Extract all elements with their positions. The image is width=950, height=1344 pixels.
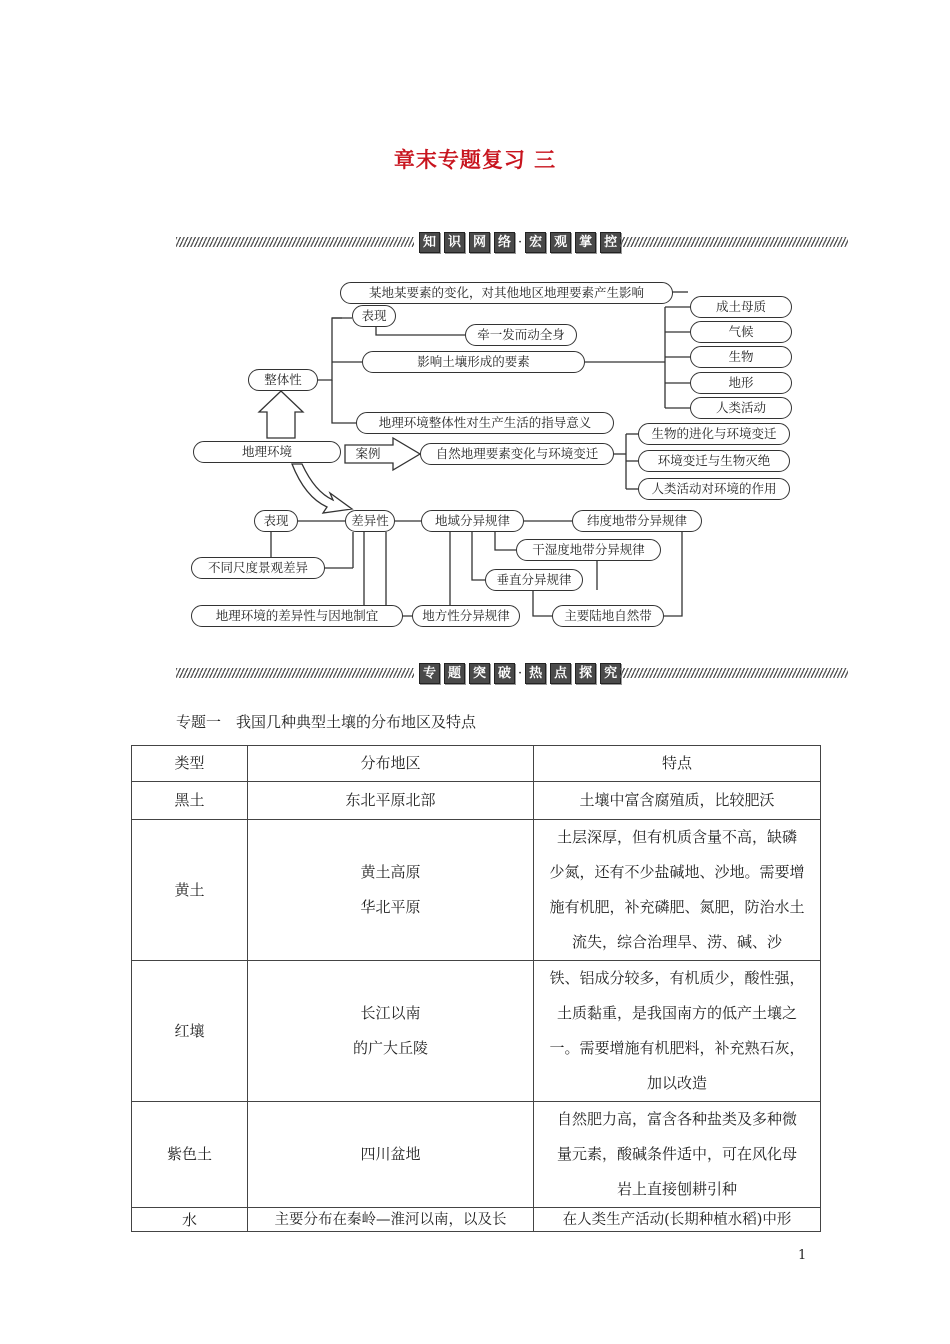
mindmap-node: 垂直分异规律 — [485, 569, 583, 591]
table-cell-feature — [534, 961, 821, 1102]
table-cell-feature — [534, 782, 821, 820]
table-header: 类型 — [132, 746, 248, 782]
banner-char: 点 — [550, 663, 571, 684]
mindmap-node: 表现 — [254, 510, 298, 532]
line: 长江以南 — [360, 1004, 421, 1022]
line: 自然肥力高，富含各种盐类及多种微 — [556, 1110, 797, 1128]
mindmap-node: 某地某要素的变化，对其他地区地理要素产生影响 — [340, 282, 673, 304]
section-banner-knowledge: 知 识 网 络 · 宏 观 掌 控 — [176, 231, 848, 253]
line: 施有机肥，补充磷肥、氮肥，防治水土 — [549, 898, 805, 916]
table-row — [132, 961, 821, 1102]
line: 岩上直接刨耕引种 — [616, 1180, 737, 1198]
table-cell-region — [248, 1208, 534, 1232]
mindmap-node: 人类活动 — [690, 397, 792, 419]
line: 在人类生产活动(长期种植水稻)中形 — [562, 1211, 792, 1228]
line: 少氮，还有不少盐碱地、沙地。需要增 — [549, 863, 805, 881]
line: 一。需要增施有机肥料，补充熟石灰， — [549, 1039, 805, 1057]
banner-char: 网 — [469, 232, 490, 253]
mindmap-node: 案例 — [355, 446, 381, 461]
table-cell-type: 水 — [132, 1208, 248, 1232]
banner-char: 宏 — [525, 232, 546, 253]
mindmap-node: 人类活动对环境的作用 — [638, 478, 790, 500]
table-cell-type: 黄土 — [132, 820, 248, 961]
banner-char: 究 — [600, 663, 621, 684]
mindmap-node: 地方性分异规律 — [412, 605, 520, 627]
table-cell-feature — [534, 1208, 821, 1232]
banner-char: 破 — [494, 663, 515, 684]
mindmap-node: 整体性 — [248, 369, 318, 391]
line: 四川盆地 — [360, 1145, 421, 1163]
banner-char: 络 — [494, 232, 515, 253]
mindmap-node: 差异性 — [345, 510, 395, 532]
table-row — [132, 820, 821, 961]
table-row — [132, 782, 821, 820]
page-number: 1 — [798, 1248, 807, 1263]
mindmap-node: 自然地理要素变化与环境变迁 — [420, 443, 614, 465]
table-row — [132, 1208, 821, 1232]
banner-char: 知 — [419, 232, 440, 253]
line: 黄土高原 — [360, 863, 421, 881]
table-cell-region — [248, 1102, 534, 1208]
banner-char: 识 — [444, 232, 465, 253]
table-cell-type: 黑土 — [132, 782, 248, 820]
mindmap-node: 地理环境整体性对生产生活的指导意义 — [356, 412, 614, 434]
banner-char: 题 — [444, 663, 465, 684]
mindmap-node: 生物 — [690, 346, 792, 368]
banner-char: 专 — [419, 663, 440, 684]
mindmap-node: 环境变迁与生物灭绝 — [638, 450, 790, 472]
line: 加以改造 — [646, 1074, 707, 1092]
line: 主要分布在秦岭—淮河以南，以及长 — [274, 1211, 507, 1228]
table-cell-type: 紫色土 — [132, 1102, 248, 1208]
mindmap-node: 表现 — [352, 305, 396, 327]
banner-char: 控 — [600, 232, 621, 253]
section-banner-topics: 专 题 突 破 · 热 点 探 究 — [176, 662, 848, 684]
mindmap-node: 地理环境 — [193, 441, 341, 463]
mindmap-node: 不同尺度景观差异 — [191, 557, 325, 579]
line: 流失，综合治理旱、涝、碱、沙 — [571, 933, 782, 951]
table-cell-region — [248, 782, 534, 820]
mindmap-node: 成土母质 — [690, 296, 792, 318]
table-cell-feature — [534, 1102, 821, 1208]
table-header: 特点 — [534, 746, 821, 782]
page-title: 章末专题复习 三 — [393, 147, 557, 172]
line: 量元素，酸碱条件适中，可在风化母 — [556, 1145, 797, 1163]
banner-char: 突 — [469, 663, 490, 684]
table-header-row — [132, 746, 821, 782]
mindmap-node: 地形 — [690, 372, 792, 394]
line: 的广大丘陵 — [352, 1039, 428, 1057]
mindmap-node: 干湿度地带分异规律 — [516, 539, 661, 561]
line: 铁、铝成分较多，有机质少，酸性强， — [549, 969, 805, 987]
banner-char: 热 — [525, 663, 546, 684]
banner-char: 探 — [575, 663, 596, 684]
mindmap-node: 纬度地带分异规律 — [572, 510, 702, 532]
mindmap-node: 地理环境的差异性与因地制宜 — [191, 605, 403, 627]
section-heading: 专题一 我国几种典型土壤的分布地区及特点 — [176, 713, 477, 731]
table-cell-type: 红壤 — [132, 961, 248, 1102]
banner-char: 观 — [550, 232, 571, 253]
mindmap-node: 生物的进化与环境变迁 — [638, 423, 790, 445]
mindmap-node: 地域分异规律 — [421, 510, 524, 532]
line: 土质黏重，是我国南方的低产土壤之 — [556, 1004, 797, 1022]
table-cell-region — [248, 961, 534, 1102]
table-cell-region — [248, 820, 534, 961]
table-cell-feature — [534, 820, 821, 961]
mindmap-node: 牵一发而动全身 — [465, 324, 577, 346]
line: 土壤中富含腐殖质，比较肥沃 — [579, 791, 775, 809]
banner-char: 掌 — [575, 232, 596, 253]
mindmap-node: 影响土壤形成的要素 — [362, 351, 585, 373]
mindmap-node: 主要陆地自然带 — [552, 605, 664, 627]
line: 土层深厚，但有机质含量不高，缺磷 — [556, 828, 797, 846]
line: 东北平原北部 — [345, 791, 436, 809]
soil-table — [131, 745, 821, 1232]
table-header: 分布地区 — [248, 746, 534, 782]
table-row — [132, 1102, 821, 1208]
line: 华北平原 — [360, 898, 421, 916]
mindmap-node: 气候 — [690, 321, 792, 343]
